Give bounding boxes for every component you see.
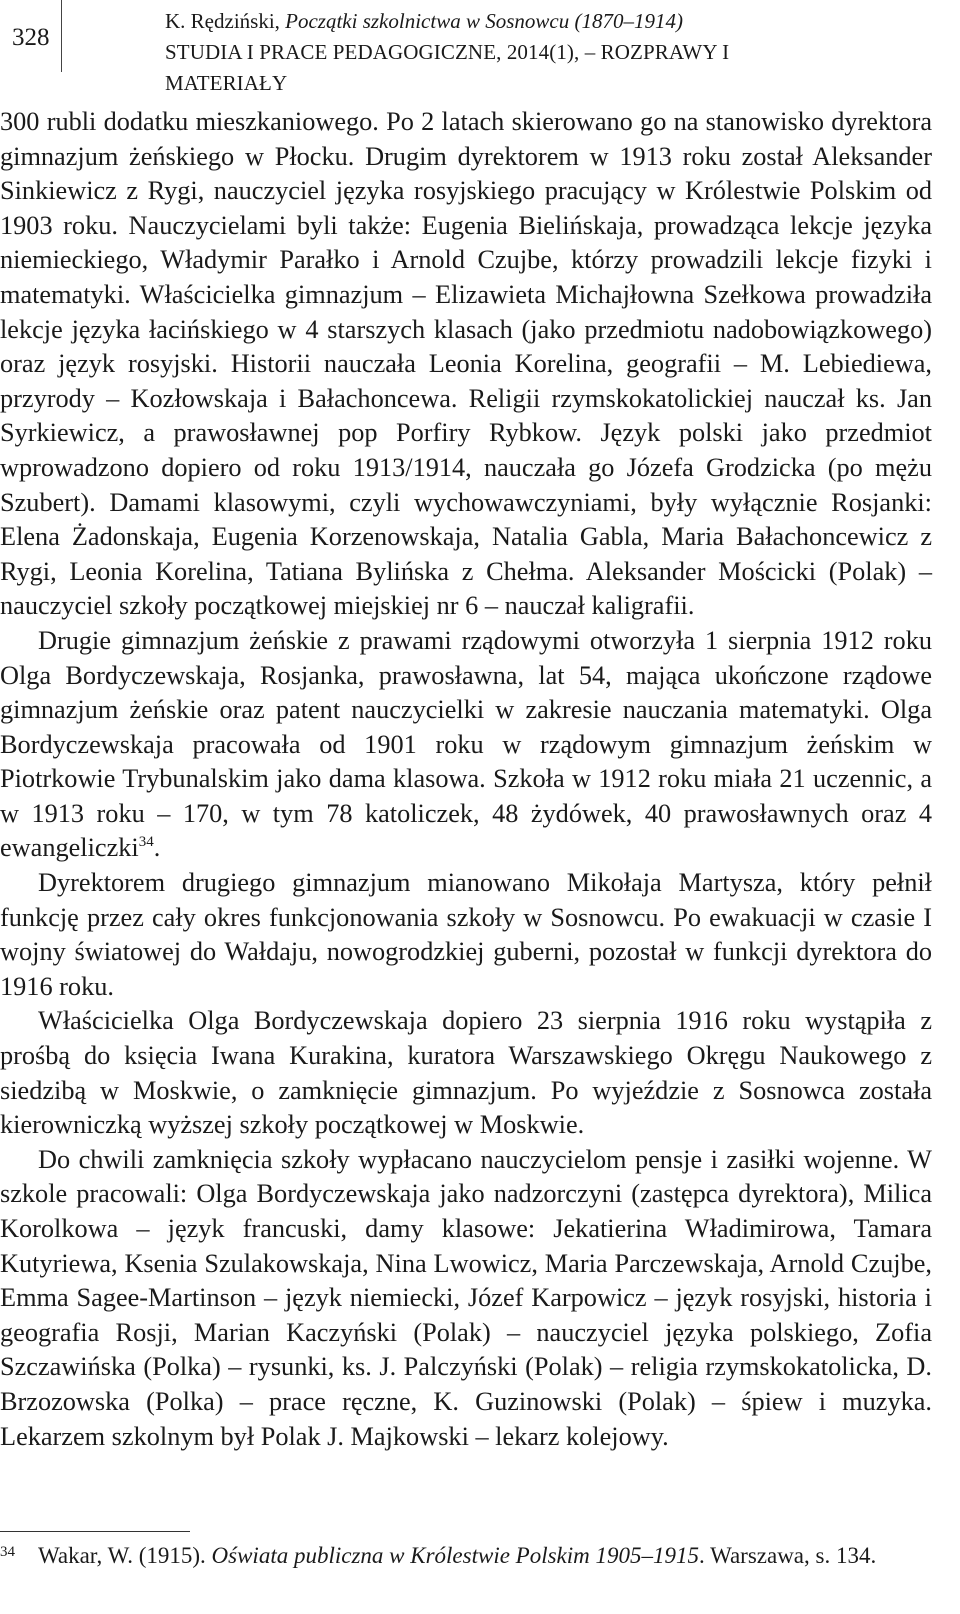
article-title: Początki szkolnictwa w Sosnowcu (1870–1914) [285, 9, 683, 33]
header-divider [61, 0, 62, 72]
footnote-text [38, 1541, 876, 1571]
paragraph-5: Do chwili zamknięcia szkoły wypłacano nauczycielom pensje i zasiłki wojenne. W szkole pracowali: Olga Bordyczewskaja jako nadzorczyni (zastępca dyrektora), Milica Korolkowa – język francuski, damy klasowe: Jekatierina Władimirowa, Tamara Kutyriewa, Ksenia Szulakowskaja, Nina Lwowicz, Maria Parczewskaja, Arnold Czujbe, Emma Sagee-Martinson – język niemiecki, Józef Karpowicz – język rosyjski, historia i geografia Rosji, Marian Kaczyński (Polak) – nauczyciel języka polskiego, Zofia Szczawińska (Polka) – rysunki, ks. J. Palczyński (Polak) – religia rzymskokatolicka, D. Brzozowska (Polka) – prace ręczne, K. Guzinowski (Polak) – śpiew i muzyka. Lekarzem szkolnym był Polak J. Majkowski – lekarz kolejowy. [0, 1144, 932, 1451]
footnote-number: 34 [0, 1544, 15, 1560]
paragraph-1: 300 rubli dodatku mieszkaniowego. Po 2 latach skierowano go na stanowisko dyrektora gimnazjum żeńskiego w Płocku. Drugim dyrektorem w 1913 roku został Aleksander Sinkiewicz z Rygi, nauczyciel języka rosyjskiego pracujący w Królestwie Polskim od 1903 roku. Nauczycielami byli także: Eugenia Bielińskaja, prowadząca lekcje języka niemieckiego, Władymir Parałko i Arnold Czujbe, którzy prowadzili lekcje fizyki i matematyki. Właścicielka gimnazjum – Elizawieta Michajłowna Szełkowa prowadziła lekcje języka łacińskiego w 4 starszych klasach (jako przedmiotu nadobowiązkowego) oraz język rosyjski. Historii nauczała Leonia Korelina, geografii – M. Lebiediewa, przyrody – Kozłowskaja i Bałachoncewa. Religii rzymskokatolickiej nauczał ks. Jan Syrkiewicz, a prawosławnej pop Porfiry Rybkow. Język polski jako przedmiot wprowadzono dopiero od roku 1913/1914, nauczała go Józefa Grodzicka (po mężu Szubert). Damami klasowymi, czyli wychowawczyniami, były wyłącznie Rosjanki: Elena Żadonskaja, Eugenia Korzenowskaja, Natalia Gabla, Maria Bałachoncewicz z Rygi, Leonia Korelina, Tatiana Bylińska z Chełma. Aleksander Mościcki (Polak) – nauczyciel szkoły początkowej miejskiej nr 6 – nauczał kaligrafii. [0, 107, 932, 621]
paragraph-2 [0, 624, 932, 866]
running-head-author-title [165, 6, 805, 37]
author: K. Rędziński, [165, 9, 286, 33]
paragraph-3: Dyrektorem drugiego gimnazjum mianowano Mikołaja Martysza, który pełnił funkcję przez cały okres funkcjonowania szkoły w Sosnowcu. Po ewakuacji w czasie I wojny światowej do Wałdaju, nowogrodzkiej guberni, pozostał w funkcji dyrektora do 1916 roku. [0, 868, 932, 1001]
paragraph-4: Właścicielka Olga Bordyczewskaja dopiero 23 sierpnia 1916 roku wystąpiła z prośbą do księcia Iwana Kurakina, kuratora Warszawskiego Okręgu Naukowego z siedzibą w Moskwie, o zamknięcie gimnazjum. Po wyjeździe z Sosnowca została kierowniczką wyższej szkoły początkowej w Moskwie. [0, 1006, 932, 1140]
body-text [0, 105, 932, 1454]
footnote-title: Oświata publiczna w Królestwie Polskim 1905–1915 [211, 1543, 700, 1568]
paragraph-2-text: Drugie gimnazjum żeńskie z prawami rządowymi otworzyła 1 sierpnia 1912 roku Olga Bordyczewskaja, Rosjanka, prawosławna, lat 54, mająca ukończone rządowe gimnazjum żeńskie oraz patent nauczycielki w zakresie nauczania matematyki. Olga Bordyczewskaja pracowała od 1901 roku w rządowym gimnazjum żeńskim w Piotrkowie Trybunalskim jako dama klasowa. Szkoła w 1912 roku miała 21 uczennic, a w 1913 roku – 170, w tym 78 katoliczek, 48 żydówek, 40 prawosławnych oraz 4 ewangeliczki [0, 625, 932, 863]
journal-name: STUDIA I PRACE PEDAGOGICZNE, 2014(1), – ROZPRAWY I MATERIAŁY [165, 40, 730, 95]
footnote-ref-34[interactable]: 34 [138, 834, 154, 851]
footnote-suffix: . Warszawa, s. 134. [699, 1543, 877, 1568]
footnote-prefix: Wakar, W. (1915). [38, 1543, 212, 1568]
footnote-divider [0, 1531, 190, 1532]
paragraph-2-tail: . [153, 833, 161, 863]
page-number: 328 [12, 24, 50, 51]
running-head [165, 6, 805, 99]
